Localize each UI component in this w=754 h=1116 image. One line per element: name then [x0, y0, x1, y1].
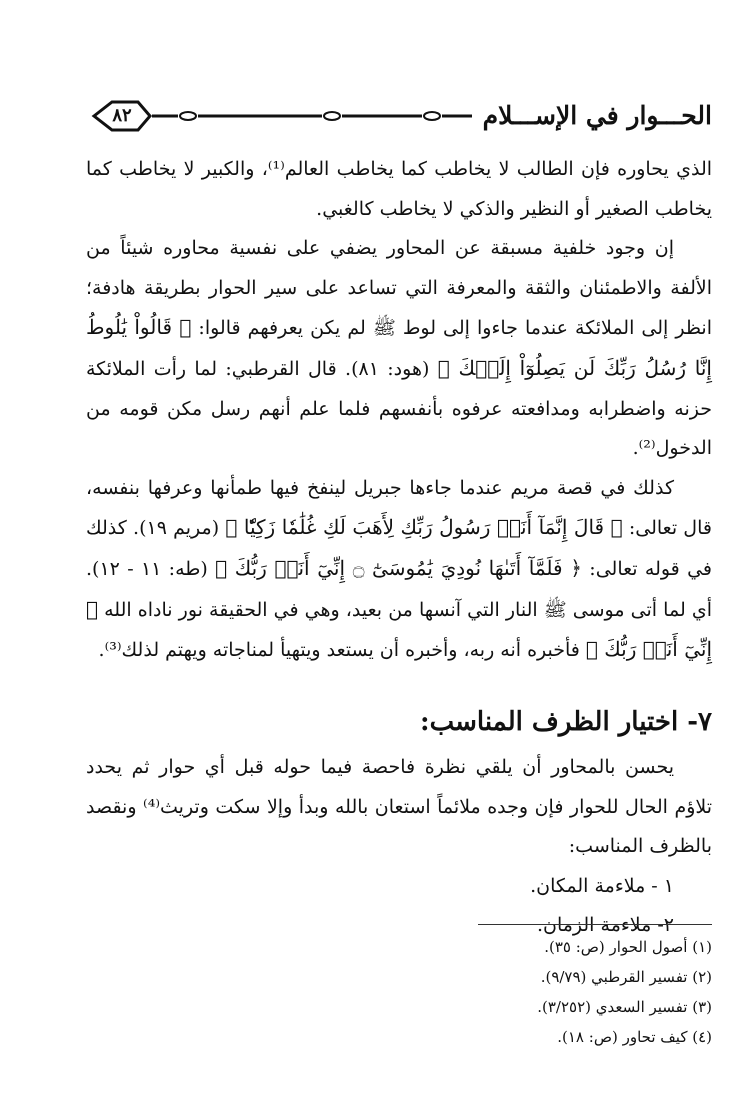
- paragraph-3-text-c: (طه: ١١ - ١٢). أي لما أتى موسى ﷺ النار التي آنسها من بعيد، وهي في الحقيقة نور ناداه الله: [86, 557, 712, 621]
- list-item-time: ٢- ملاءمة الزمان.: [536, 914, 674, 937]
- paragraph-3-text-a: كذلك في قصة مريم عندما جاءها جبريل لينفخ فيها طمأنها وعرفها بنفسه، قال تعالى:: [86, 476, 712, 540]
- footnotes: [86, 932, 712, 1052]
- page-header: [90, 94, 712, 138]
- running-title: الحـــوار في الإســـلام: [482, 101, 712, 130]
- paragraph-2-text-a: إن وجود خلفية مسبقة عن المحاور يضفي على نفسية محاوره شيئاً من الألفة والاطمئنان والثقة والمعرفة التي تساعد على سير الحوار بطريقة هادفة؛ انظر إلى الملائكة عندما جاءوا إلى لوط ﷺ لم يكن يعرفهم قالوا:: [86, 237, 712, 340]
- footnote-4: (٤) كيف تحاور (ص: ١٨).: [557, 1028, 712, 1046]
- footnote-3: (٣) تفسير السعدي (٣/٢٥٢).: [537, 998, 712, 1016]
- paragraph-1: الذي يحاوره فإن الطالب لا يخاطب كما يخاطب العالم⁽¹⁾، والكبير لا يخاطب كما يخاطب الصغير أو النظير والذكي لا يخاطب كالغبي.: [86, 158, 713, 220]
- section-text: [86, 748, 712, 946]
- paragraph-2-text-b: (هود: ٨١). قال القرطبي: لما رأت الملائكة حزنه واضطرابه ومدافعته عرفوه بأنفسهم فلما علم أنهم رسل مكن قومه من الدخول⁽²⁾.: [86, 357, 712, 460]
- paragraph-2: [86, 229, 712, 469]
- quran-verse-taha-11-12: ﴿ فَلَمَّآ أَتَىٰهَا نُودِيَ يَٰمُوسَىٰٓ ۝ إِنِّيٓ أَنَا۠ رَبُّكَ ﴾: [215, 555, 582, 580]
- list-item-place: ١ - ملاءمة المكان.: [530, 874, 674, 897]
- section-heading: ٧- اختيار الظرف المناسب:: [419, 707, 712, 737]
- quran-verse-hud-81: ﴿ قَالُواْ يَٰلُوطُ إِنَّا رُسُلُ رَبِّكَ لَن يَصِلُوٓاْ إِلَيۡكَ ﴾: [86, 315, 712, 380]
- quran-verse-maryam-19: ﴿ قَالَ إِنَّمَآ أَنَا۠ رَسُولُ رَبِّكِ لِأَهَبَ لَكِ غُلَٰمٗا زَكِيّٗا ﴾: [225, 515, 623, 540]
- quran-verse-inni-ana-rabbuk: ﴿ إِنِّيٓ أَنَا۠ رَبُّكَ ﴾: [86, 596, 712, 662]
- paragraph-3-text-d: فأخبره أنه ربه، وأخبره أن يستعد ويتهيأ لمناجاته ويهتم لذلك⁽³⁾.: [98, 639, 586, 662]
- section-paragraph: يحسن بالمحاور أن يلقي نظرة فاحصة فيما حوله قبل أي حوار ثم يحدد تلاؤم الحال للحوار فإن وجده ملائماً استعان بالله وبدأ وإلا سكت وتريث⁽⁴⁾ ونقصد بالظرف المناسب:: [86, 756, 713, 858]
- page-number: ٨٢: [112, 105, 132, 126]
- main-text: [86, 150, 712, 671]
- paragraph-3-text-b: (مريم ١٩). كذلك في قوله تعالى:: [86, 517, 713, 580]
- footnote-1: (١) أصول الحوار (ص: ٣٥).: [544, 938, 712, 956]
- footnote-2: (٢) تفسير القرطبي (٩/٧٩).: [540, 968, 712, 986]
- footnote-divider: [478, 924, 712, 925]
- paragraph-3: [86, 469, 712, 671]
